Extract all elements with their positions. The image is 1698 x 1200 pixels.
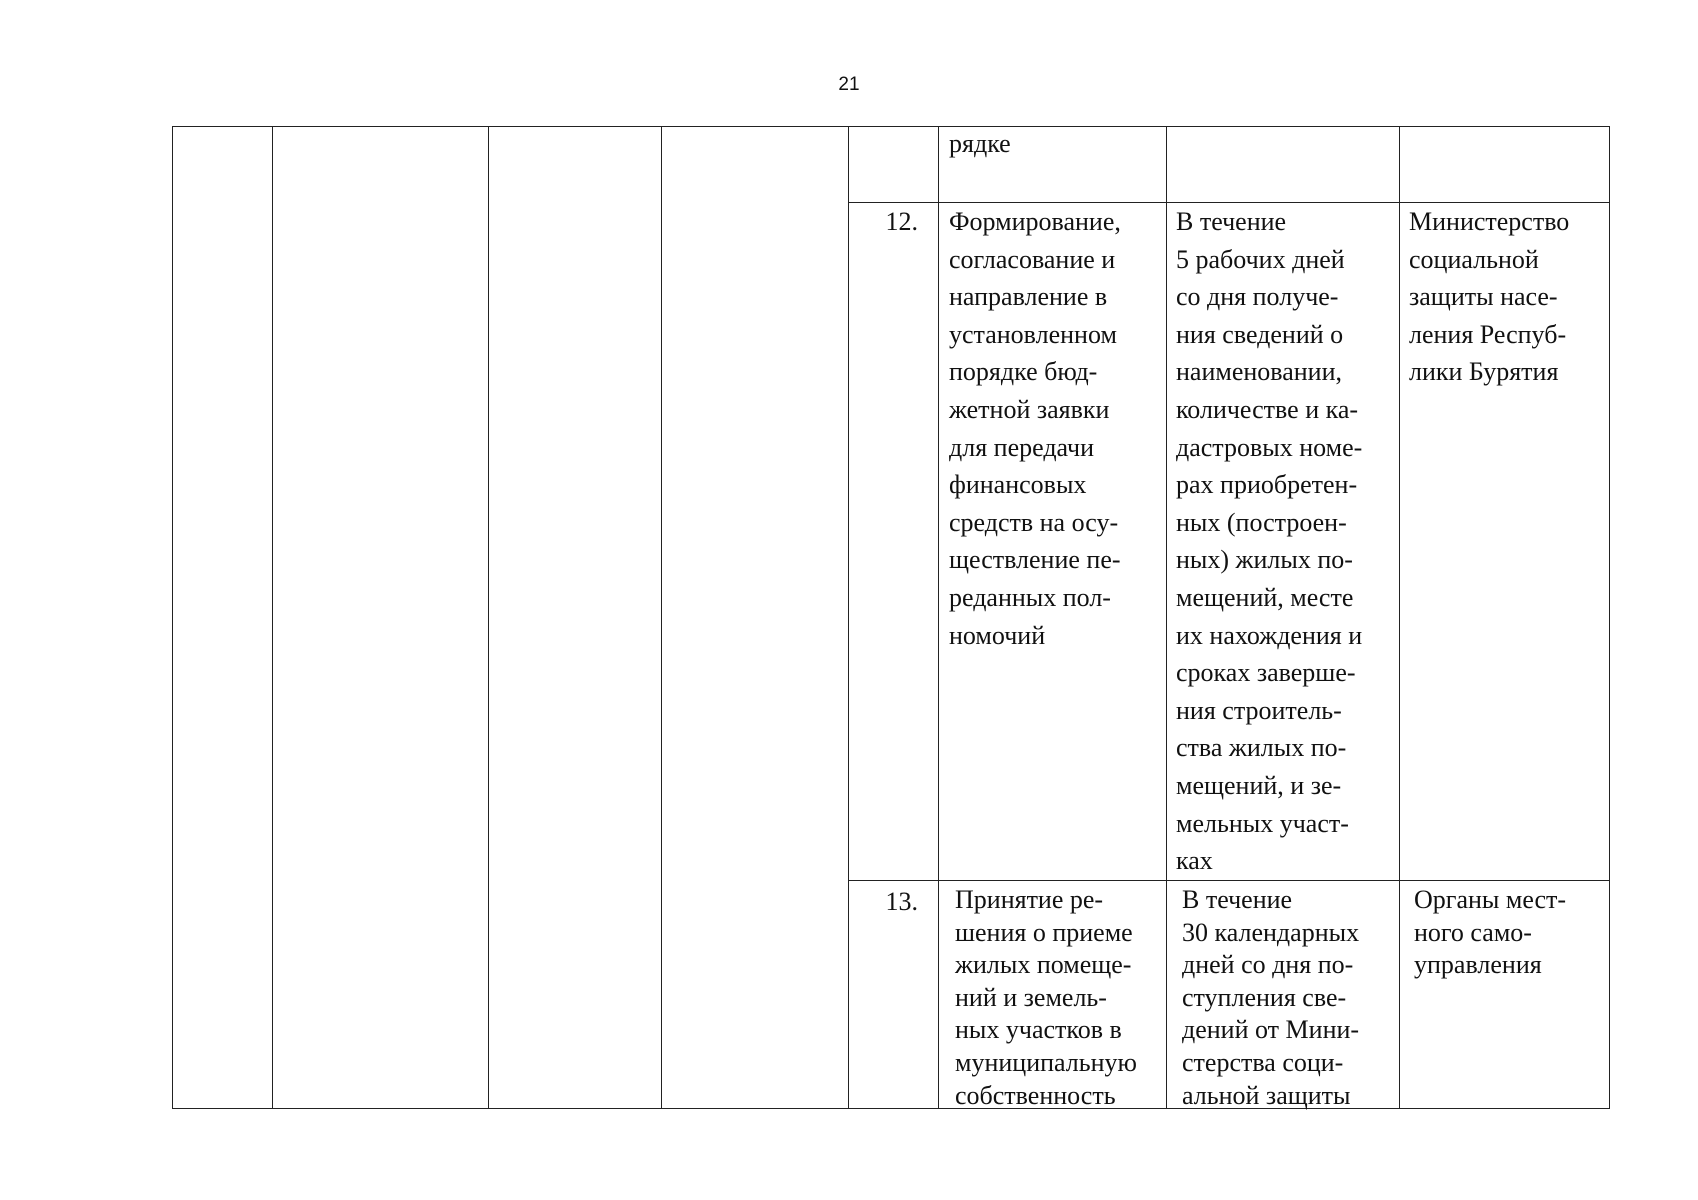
column-rule bbox=[848, 127, 849, 1108]
page-number: 21 bbox=[838, 74, 860, 95]
column-rule bbox=[661, 127, 662, 1108]
row-number: 12. bbox=[885, 207, 918, 236]
deadline-cell: В течение 30 календарных дней со дня по- ступления све- дений от Мини- стерства соци- альной защиты bbox=[1182, 885, 1360, 1110]
column-rule bbox=[1399, 127, 1400, 1108]
column-rule bbox=[1166, 127, 1167, 1108]
row-rule bbox=[848, 880, 1609, 881]
responsible-cell: Органы мест- ного само- управления bbox=[1414, 885, 1567, 980]
task-cell: Принятие ре- шения о приеме жилых помеще- ний и земель- ных участков в муниципальную собственность bbox=[955, 885, 1137, 1110]
table bbox=[172, 126, 1610, 1109]
column-rule bbox=[272, 127, 273, 1108]
task-cell: Формирование, согласование и направление в установленном порядке бюд- жетной заявки для передачи финансовых средств на осу- ществление пе- реданных пол- номочий bbox=[949, 207, 1121, 650]
row-number: 13. bbox=[885, 887, 918, 916]
deadline-cell: В течение 5 рабочих дней со дня получе- ния сведений о наименовании, количестве и ка- дастровых номе- рах приобретен- ных (построен- ных) жилых по- мещений, месте их нахождения и сроках заверше- ния строитель- ства жилых по- мещений, и зе- мельных участ- ках bbox=[1176, 207, 1363, 876]
continuation-task-text: рядке bbox=[949, 129, 1011, 158]
column-rule bbox=[938, 127, 939, 1108]
responsible-cell: Министерство социальной защиты насе- ления Респуб- лики Бурятия bbox=[1409, 207, 1570, 387]
column-rule bbox=[488, 127, 489, 1108]
